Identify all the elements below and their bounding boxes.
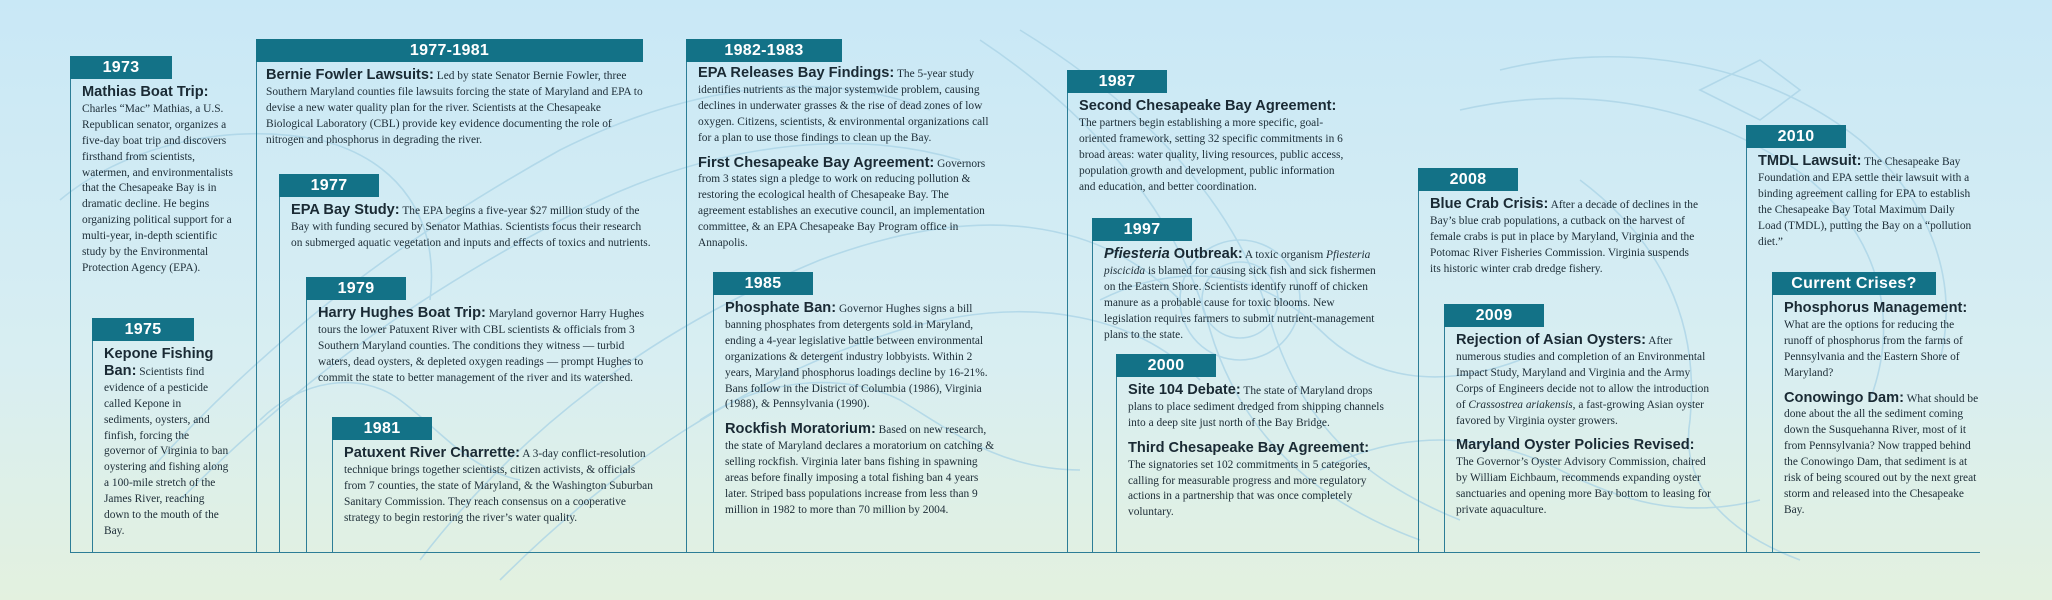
year-badge: 2008 [1418, 168, 1518, 191]
entry-text: The signatories set 102 commitments in 5 categories, calling for measurable progress and more regulatory actions in a partnership that was once completely voluntary. [1128, 458, 1371, 519]
entry-text: , a fast-growing Asian oyster favored by Virginia oyster growers. [1456, 398, 1704, 427]
event-entry [1128, 441, 1388, 522]
event-entry [698, 66, 998, 147]
entry-title: Maryland Oyster Policies Revised: [1456, 437, 1695, 454]
entry-title: Rejection of Asian Oysters: [1456, 332, 1647, 348]
entry-title: EPA Bay Study: [291, 202, 400, 218]
event-entry [1079, 99, 1349, 195]
entry-title: Phosphate Ban: [725, 300, 837, 316]
timeline-stem [1116, 354, 1117, 552]
event-entry [344, 446, 660, 527]
entry-text: Charles “Mac” Mathias, a U.S. Republican senator, organizes a five-day boat trip and discovers firsthand from scientists, watermen, and environmentalists that the Chesapeake Bay is in dramatic decline. He begins organizing political support for a multi-year, in-depth scientific study by the Environmental Protection Agency (EPA). [82, 102, 233, 274]
entry-title: Blue Crab Crisis: [1430, 196, 1549, 212]
entry-title: Rockfish Moratorium: [725, 421, 876, 438]
timeline-baseline [70, 552, 1980, 553]
timeline-stem [70, 56, 71, 552]
event-entry [318, 306, 654, 387]
year-badge: 1977-1981 [256, 39, 643, 62]
year-badge: 1977 [279, 174, 379, 197]
entry-text: Maryland governor Harry Hughes tours the lower Patuxent River with CBL scientists & officials from 3 Southern Maryland counties. The conditions they witness — turbid waters, dead oysters, & depleted oxygen readings — prompt Hughes to commit the state to better management of the river and its watershed. [318, 308, 645, 384]
entry-title: Kepone Fishing Ban: [104, 346, 214, 379]
year-badge: 2010 [1746, 125, 1846, 148]
entry-title: EPA Releases Bay Findings: [698, 65, 895, 81]
entry-text: Scientists find evidence of a pesticide called Kepone in sediments, oysters, and finfish, forcing the governor of Virginia to ban oystering and fishing along a 100-mile stretch of the James River, reaching down to the mouth of the Bay. [104, 365, 229, 537]
event-entry [1784, 391, 1984, 519]
event-entry [266, 68, 650, 149]
entry-text: is blamed for causing sick fish and sick fishermen on the Eastern Shore. Scientists identify runoff of chicken manure as a probable cause for toxic blooms. New legislation requires farmers to submit nutrient-management plans to the state. [1104, 264, 1376, 341]
entry-title: Bernie Fowler Lawsuits: [266, 67, 434, 83]
year-badge: 2009 [1444, 304, 1544, 327]
timeline-stem [92, 318, 93, 552]
entry-text: Led by state Senator Bernie Fowler, three Southern Maryland counties file lawsuits forcing the state of Maryland and EPA to devise a new water quality plan for the river. Scientists at the Chesapeake Biological Laboratory (CBL) provide key evidence documenting the role of nitrogen and phosphorus in degrading the river. [266, 70, 643, 146]
event-entry [82, 85, 236, 277]
year-badge: 1981 [332, 417, 432, 440]
timeline-stem [1772, 272, 1773, 552]
timeline-stem [713, 272, 714, 552]
timeline-stem [1444, 304, 1445, 552]
entry-text: The partners begin establishing a more specific, goal-oriented framework, setting 32 specific commitments in 6 broad areas: water quality, living resources, public access, population growth and development, public information and education, and better coordination. [1079, 116, 1344, 193]
entry-text: The Chesapeake Bay Foundation and EPA settle their lawsuit with a binding agreement calling for EPA to establish the Chesapeake Bay Total Maximum Daily Load (TMDL), putting the Bay on a “pollution diet.” [1758, 156, 1972, 248]
entry-text-italic: Pfiesteria piscicida [1104, 249, 1371, 277]
entry-text: The EPA begins a five-year $27 million study of the Bay with funding secured by Senator Mathias. Scientists focus their research on submerged aquatic vegetation and inputs and effects of toxics and nutrients. [291, 205, 651, 249]
timeline-stem [1746, 125, 1747, 552]
entry-text: The state of Maryland drops plans to place sediment dredged from shipping channels into a deep site just north of the Bay Bridge. [1128, 385, 1384, 429]
event-entry [1104, 247, 1382, 343]
year-badge: 1979 [306, 277, 406, 300]
year-badge: 1997 [1092, 218, 1192, 241]
year-badge: 2000 [1116, 354, 1216, 377]
entry-text: The 5-year study identifies nutrients as the major systemwide problem, causing declines in underwater grasses & the rise of dead zones of low oxygen. Citizens, scientists, & environmental organizations call for a plan to use those findings to clean up the Bay. [698, 68, 989, 144]
event-entry [1430, 197, 1702, 278]
entry-text: Based on new research, the state of Maryland declares a moratorium on catching & selling rockfish. Virginia later bans fishing in spawning areas before finally imposing a total fishing ban 4 years later. Striped bass populations increase from less than 9 million in 1982 to more than 70 million by 2004. [725, 424, 995, 516]
timeline-stem [686, 39, 687, 552]
event-entry [1456, 438, 1714, 519]
event-entry [725, 422, 1000, 518]
entry-title: Patuxent River Charrette: [344, 445, 520, 461]
entry-title: Phosphorus Management: [1784, 300, 1968, 316]
year-badge: 1987 [1067, 70, 1167, 93]
timeline-stem [279, 174, 280, 552]
event-entry [725, 301, 1000, 413]
entry-title: Harry Hughes Boat Trip: [318, 305, 486, 321]
entry-text: What are the options for reducing the runoff of phosphorus from the farms of Pennsylvania and the Eastern Shore of Maryland? [1784, 318, 1963, 379]
year-badge: 1975 [92, 318, 194, 341]
entry-title: Outbreak: [1169, 246, 1243, 262]
entry-title: Conowingo Dam: [1784, 389, 1904, 406]
entry-title: Mathias Boat Trip: [82, 84, 209, 100]
event-entry [1128, 383, 1388, 432]
event-entry [1758, 154, 1980, 250]
entry-text-italic: Crassostrea ariakensis [1468, 398, 1573, 411]
entry-title: Site 104 Debate: [1128, 382, 1241, 398]
entry-text: What should be done about the all the sediment coming down the Susquehanna River, most of it from Pennsylvania? Now trapped behind the Conowingo Dam, that sediment is at risk of being scoured out by the next great storm and released into the Chesapeake Bay. [1784, 392, 1979, 516]
entry-title: First Chesapeake Bay Agreement: [698, 154, 935, 171]
entry-title: TMDL Lawsuit: [1758, 153, 1862, 169]
entry-title: Second Chesapeake Bay Agreement: [1079, 98, 1337, 114]
timeline-stem [306, 277, 307, 552]
timeline-stem [1418, 168, 1419, 552]
entry-text: After a decade of declines in the Bay’s blue crab populations, a cutback on the harvest of female crabs is put in place by Maryland, Virginia and the Potomac River Fisheries Commission. Virginia suspends its historic winter crab dredge fishery. [1430, 199, 1698, 275]
timeline-stem [1092, 218, 1093, 552]
entry-text: The Governor’s Oyster Advisory Commission, chaired by William Eichbaum, recommends expanding oyster sanctuaries and opening more Bay bottom to leasing for private aquaculture. [1456, 456, 1711, 517]
entry-text-pre: A toxic organism [1244, 249, 1327, 261]
event-entry [1456, 333, 1714, 429]
event-entry [291, 203, 653, 252]
entry-text: A 3-day conflict-resolution technique brings together scientists, citizen activists, & officials from 7 counties, the state of Maryland, & the Washington Suburban Sanitary Commission. They reach consensus on a cooperative strategy to begin restoring the river’s water quality. [344, 448, 653, 524]
year-badge: 1982-1983 [686, 39, 842, 62]
entry-text: Governors from 3 states sign a pledge to work on reducing pollution & restoring the ecological health of Chesapeake Bay. The agreement establishes an executive council, an implementation committee, & an EPA Chesapeake Bay Program office in Annapolis. [698, 157, 986, 250]
timeline-stem [1067, 70, 1068, 552]
year-badge: Current Crises? [1772, 272, 1936, 295]
year-badge: 1973 [70, 56, 172, 79]
event-entry [104, 347, 230, 540]
event-entry [1784, 301, 1984, 382]
event-entry [698, 156, 998, 252]
entry-title: Third Chesapeake Bay Agreement: [1128, 439, 1370, 456]
timeline-stem [256, 39, 257, 552]
entry-text-pre: After numerous studies and completion of an Environmental Impact Study, Maryland and Virginia and the Army Corps of Engineers decide not to allow the introduction of [1456, 335, 1710, 411]
entry-title-italic: Pfiesteria [1104, 246, 1170, 262]
entry-text: Governor Hughes signs a bill banning phosphates from detergents sold in Maryland, ending a 4-year legislative battle between environmental organizations & detergent industry lobbyists. Within 2 years, Maryland phosphorus loadings decline by 16-21%. Bans follow in the District of Columbia (1986), Virginia (1988), & Pennsylvania (1990). [725, 303, 988, 411]
year-badge: 1985 [713, 272, 813, 295]
